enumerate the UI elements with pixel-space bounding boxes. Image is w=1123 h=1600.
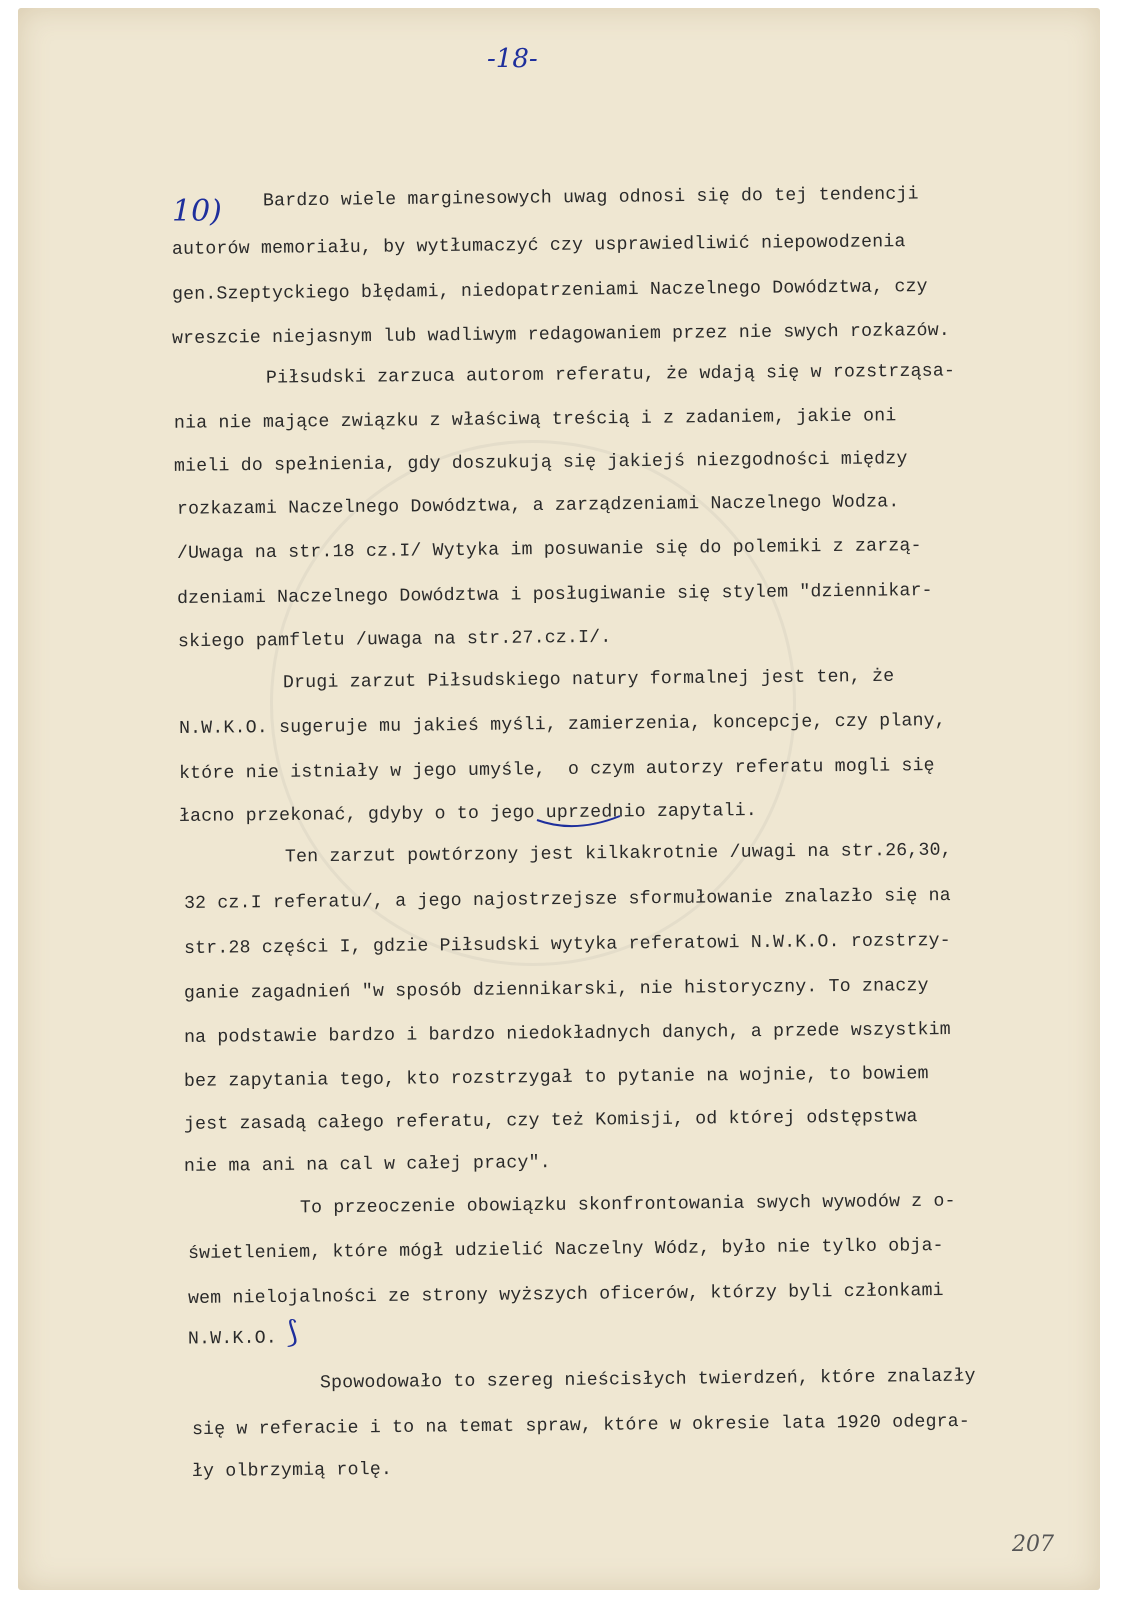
underline-mark xyxy=(535,802,625,832)
text-line: na podstawie bardzo i bardzo niedokładnych danych, a przede wszystkim xyxy=(183,1019,951,1049)
text-line: Ten zarzut powtórzony jest kilkakrotnie /uwagi na str.26,30, xyxy=(284,840,952,868)
text-line: To przeoczenie obowiązku skonfrontowania swych wywodów z o- xyxy=(299,1191,956,1219)
text-line: 32 cz.I referatu/, a jego najostrzejsze sformułowanie znalazło się na xyxy=(183,885,951,915)
text-line: Drugi zarzut Piłsudskiego natury formalnej jest ten, że xyxy=(282,666,895,694)
text-line: Bardzo wiele marginesowych uwag odnosi się do tej tendencji xyxy=(262,184,919,212)
text-line: ły olbrzymią rolę. xyxy=(191,1459,393,1483)
text-line: ganie zagadnień "w sposób dziennikarski, nie historyczny. To znaczy xyxy=(183,976,929,1004)
text-line: które nie istniały w jego umyśle, o czym autorzy referatu mogli się xyxy=(178,756,935,784)
text-line: rozkazami Naczelnego Dowództwa, a zarządzeniami Naczelnego Wodza. xyxy=(176,492,900,520)
text-line: Piłsudski zarzuca autorom referatu, że wdają się w rozstrząsa- xyxy=(265,361,956,389)
text-line: świetleniem, które mógł udzielić Naczelny Wódz, było nie tylko obja- xyxy=(187,1236,944,1264)
text-line: nia nie mające związku z właściwą treścią i z zadaniem, jakie oni xyxy=(173,406,897,434)
text-line: jest zasadą całego referatu, czy też Komisji, od której odstępstwa xyxy=(183,1107,918,1135)
text-line: autorów memoriału, by wytłumaczyć czy usprawiedliwić niepowodzenia xyxy=(171,232,906,260)
text-line: gen.Szeptyckiego błędami, niedopatrzeniami Naczelnego Dowództwa, czy xyxy=(171,277,928,305)
text-line: str.28 części I, gdzie Piłsudski wytyka referatowi N.W.K.O. rozstrzy- xyxy=(183,930,951,960)
text-line: wem nielojalności ze strony wyższych oficerów, którzy byli członkami xyxy=(187,1281,944,1309)
text-line: N.W.K.O. xyxy=(187,1328,278,1350)
text-line: nie ma ani na cal w całej pracy". xyxy=(183,1153,551,1177)
section-marker: 10) xyxy=(172,194,222,229)
text-line: mieli do spełnienia, gdy doszukują się jakiejś niezgodności między xyxy=(173,449,908,477)
text-line: wreszcie niejasnym lub wadliwym redagowaniem przez nie swych rozkazów. xyxy=(171,320,951,350)
text-line: bez zapytania tego, kto rozstrzygał to pytanie na wojnie, to bowiem xyxy=(183,1064,929,1092)
text-line: dzeniami Naczelnego Dowództwa i posługiwanie się stylem "dziennikar- xyxy=(176,581,933,609)
paragraph-break-mark: ⟆ xyxy=(286,1315,298,1350)
text-line: N.W.K.O. sugeruje mu jakieś myśli, zamierzenia, koncepcje, czy plany, xyxy=(178,710,946,740)
text-line: się w referacie i to na temat spraw, które w okresie lata 1920 odegra- xyxy=(191,1411,971,1441)
text-line: łacno przekonać, gdyby o to jego uprzednio zapytali. xyxy=(178,800,758,828)
text-line: Spowodowało to szereg nieścisłych twierdzeń, które znalazły xyxy=(319,1366,976,1394)
archive-number: 207 xyxy=(1012,1532,1054,1557)
text-line: /Uwaga na str.18 cz.I/ Wytyka im posuwanie się do polemiki z zarzą- xyxy=(176,536,922,564)
text-line: skiego pamfletu /uwaga na str.27.cz.I/. xyxy=(177,627,612,653)
page-number: -18- xyxy=(487,44,538,74)
